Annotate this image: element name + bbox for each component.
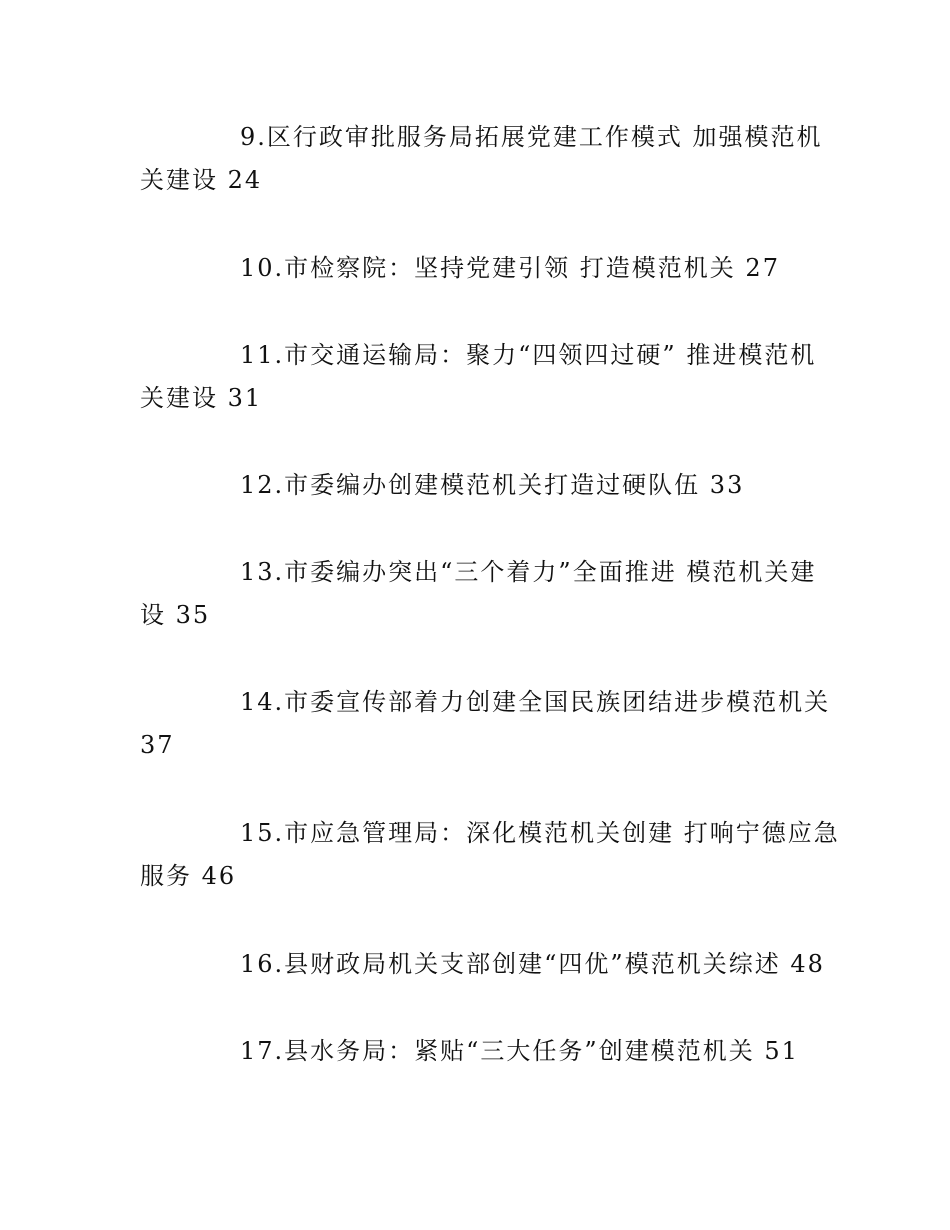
toc-entry-11 [140, 334, 820, 420]
toc-entry-14 [140, 681, 831, 767]
toc-entry-12 [140, 464, 820, 507]
toc-entry-9 [140, 116, 823, 202]
toc-entry-continuation: 服务 46 [140, 862, 237, 890]
toc-entry-text: 11.市交通运输局：聚力“四领四过硬” 推进模范机 [240, 341, 817, 369]
toc-entry-continuation: 37 [140, 731, 175, 759]
toc-entry-continuation: 设 35 [140, 601, 211, 629]
toc-entry-continuation: 关建设 31 [140, 384, 263, 412]
toc-entry-13 [140, 551, 820, 637]
toc-entry-10 [140, 247, 820, 290]
toc-entry-text: 14.市委宣传部着力创建全国民族团结进步模范机关 [240, 688, 831, 716]
toc-entry-text: 13.市委编办突出“三个着力”全面推进 模范机关建 [240, 558, 817, 586]
toc-entry-text: 12.市委编办创建模范机关打造过硬队伍 33 [240, 471, 745, 499]
toc-entry-text: 9.区行政审批服务局拓展党建工作模式 加强模范机 [240, 123, 823, 151]
toc-entry-text: 10.市检察院：坚持党建引领 打造模范机关 27 [240, 254, 780, 282]
toc-entry-text: 15.市应急管理局：深化模范机关创建 打响宁德应急 [240, 819, 840, 847]
toc-entry-17 [140, 1030, 820, 1073]
toc-entry-15 [140, 812, 840, 898]
toc-entry-16 [140, 943, 825, 986]
toc-entry-text: 16.县财政局机关支部创建“四优”模范机关综述 48 [240, 950, 825, 978]
toc-entry-continuation: 关建设 24 [140, 166, 263, 194]
toc-entry-text: 17.县水务局：紧贴“三大任务”创建模范机关 51 [240, 1037, 799, 1065]
